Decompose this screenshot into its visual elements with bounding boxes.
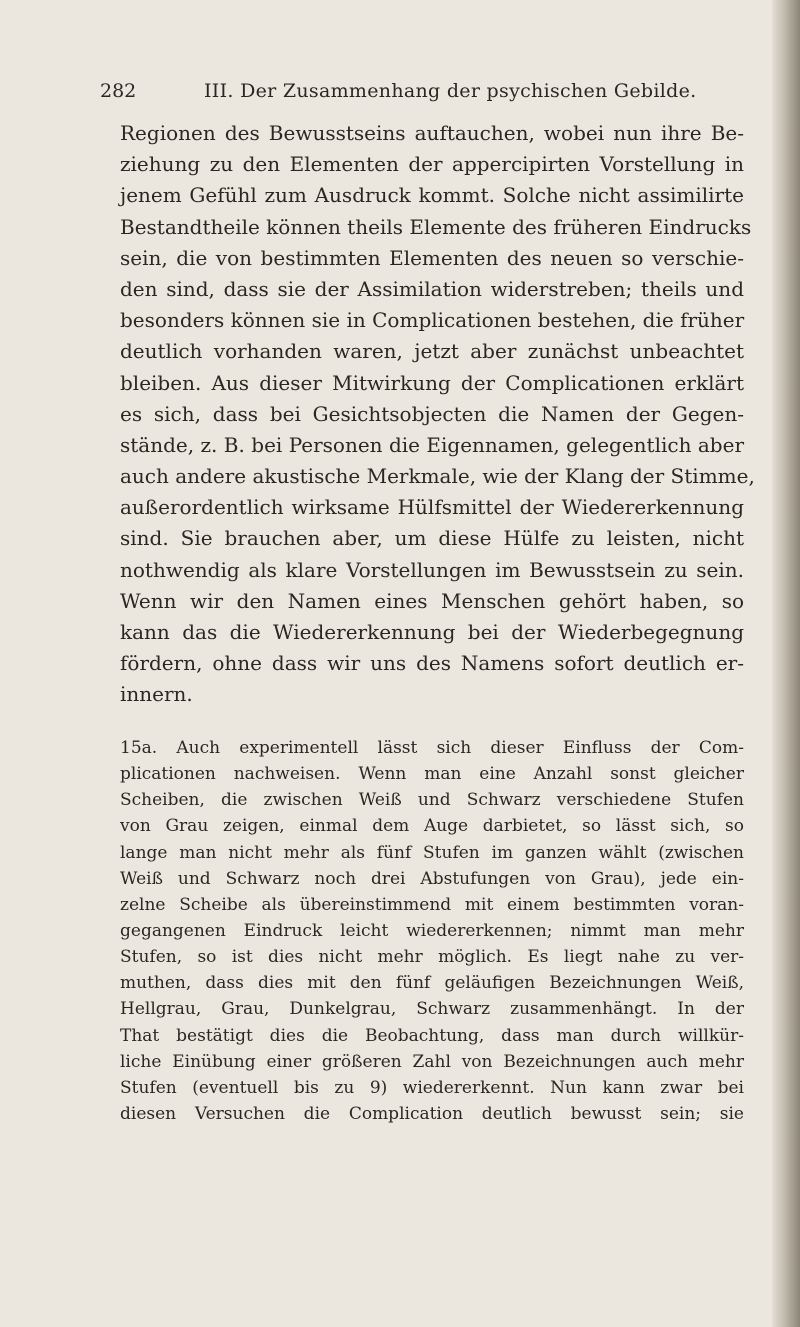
- running-header: [100, 80, 700, 112]
- text-line: nothwendig als klare Vorstellungen im Bewusstsein zu sein.: [120, 557, 744, 582]
- note-line: 15a. Auch experimentell lässt sich dieser Einfluss der Com-: [120, 738, 744, 758]
- text-line: Wenn wir den Namen eines Menschen gehört haben, so: [120, 588, 744, 613]
- note-line: Stufen, so ist dies nicht mehr möglich. Es liegt nahe zu ver-: [120, 947, 744, 968]
- note-line: Weiß und Schwarz noch drei Abstufungen von Grau), jede ein-: [120, 868, 744, 889]
- page-edge-shadow: [772, 0, 800, 1327]
- note-line: plicationen nachweisen. Wenn man eine Anzahl sonst gleicher: [120, 764, 744, 785]
- note-line: Stufen (eventuell bis zu 9) wiedererkennt. Nun kann zwar bei: [120, 1077, 744, 1098]
- note-line: von Grau zeigen, einmal dem Auge darbietet, so lässt sich, so: [120, 816, 744, 837]
- note-line: diesen Versuchen die Complication deutlich bewusst sein; sie: [120, 1103, 744, 1124]
- running-title: III. Der Zusammenhang der psychischen Gebilde.: [204, 80, 697, 102]
- text-line: sein, die von bestimmten Elementen des neuen so verschie-: [120, 245, 744, 270]
- text-line: bleiben. Aus dieser Mitwirkung der Complicationen erklärt: [120, 370, 744, 395]
- text-line: fördern, ohne dass wir uns des Namens sofort deutlich er-: [120, 651, 744, 676]
- text-line: besonders können sie in Complicationen bestehen, die früher: [120, 308, 745, 333]
- text-line: deutlich vorhanden waren, jetzt aber zunächst unbeachtet: [120, 339, 744, 364]
- text-line: kann das die Wiedererkennung bei der Wiederbegegnung: [120, 620, 744, 644]
- text-line: jenem Gefühl zum Ausdruck kommt. Solche nicht assimilirte: [120, 183, 744, 208]
- note-line: That bestätigt dies die Beobachtung, dass man durch willkür-: [120, 1025, 744, 1046]
- text-line: Regionen des Bewusstseins auftauchen, wobei nun ihre Be-: [120, 121, 744, 145]
- text-line: außerordentlich wirksame Hülfsmittel der Wiedererkennung: [120, 495, 744, 520]
- text-line: auch andere akustische Merkmale, wie der Klang der Stimme,: [120, 464, 755, 489]
- text-line: stände, z. B. bei Personen die Eigennamen, gelegentlich aber: [120, 432, 744, 457]
- small-print-paragraph: [120, 735, 744, 1127]
- text-line: Bestandtheile können theils Elemente des früheren Eindrucks: [120, 214, 752, 239]
- note-line: Scheiben, die zwischen Weiß und Schwarz verschiedene Stufen: [120, 790, 744, 811]
- note-line: liche Einübung einer größeren Zahl von Bezeichnungen auch mehr: [120, 1051, 744, 1072]
- note-line: muthen, dass dies mit den fünf geläufigen Bezeichnungen Weiß,: [120, 973, 744, 994]
- text-line: innern.: [120, 682, 193, 707]
- note-line: gegangenen Eindruck leicht wiedererkennen; nimmt man mehr: [120, 920, 744, 941]
- text-line: den sind, dass sie der Assimilation widerstreben; theils und: [120, 276, 744, 301]
- note-line: lange man nicht mehr als fünf Stufen im ganzen wählt (zwischen: [120, 842, 744, 863]
- page-number: 282: [100, 80, 137, 102]
- note-line: Hellgrau, Grau, Dunkelgrau, Schwarz zusammenhängt. In der: [120, 999, 744, 1020]
- text-line: es sich, dass bei Gesichtsobjecten die Namen der Gegen-: [120, 401, 744, 426]
- note-line: zelne Scheibe als übereinstimmend mit einem bestimmten voran-: [120, 894, 744, 915]
- text-line: sind. Sie brauchen aber, um diese Hülfe zu leisten, nicht: [120, 526, 744, 551]
- text-line: ziehung zu den Elementen der appercipirten Vorstellung in: [120, 152, 744, 177]
- main-paragraph: [120, 118, 755, 711]
